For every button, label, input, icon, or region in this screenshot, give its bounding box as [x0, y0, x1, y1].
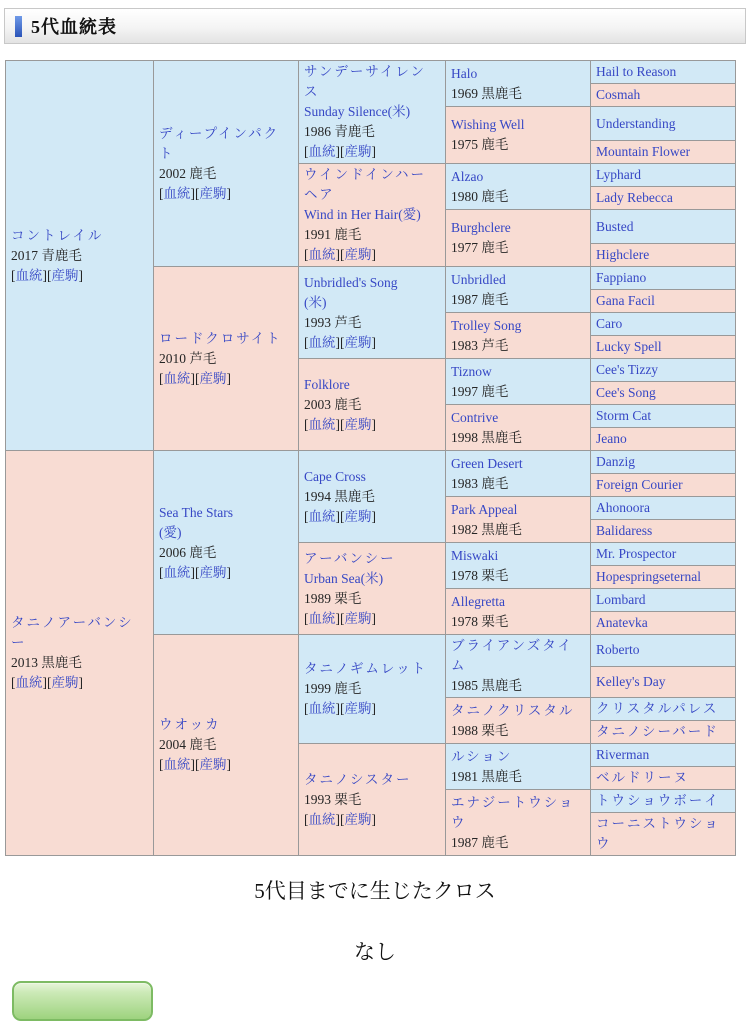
horse-cell: [446, 543, 591, 589]
horse-name-link[interactable]: ウオッカ: [159, 717, 221, 732]
horse-name-link[interactable]: Ahonoora: [596, 500, 650, 515]
horse-cell: [591, 589, 736, 612]
horse-cell: [591, 543, 736, 566]
horse-cell: [446, 635, 591, 698]
horse-info: 1981 黒鹿毛: [451, 768, 522, 784]
horse-detail-links: [血統][産駒]: [304, 416, 376, 432]
horse-cell: [591, 164, 736, 187]
horse-name-link[interactable]: Unbridled: [451, 271, 506, 287]
offspring-link[interactable]: 産駒: [344, 247, 372, 262]
horse-name-link[interactable]: Understanding: [596, 115, 676, 131]
horse-cell: [591, 107, 736, 141]
horse-cell: [591, 313, 736, 336]
offspring-link[interactable]: 産駒: [344, 508, 372, 524]
horse-cell: [299, 744, 446, 856]
horse-cell: [446, 451, 591, 497]
horse-cell: [591, 451, 736, 474]
offspring-link[interactable]: 産駒: [199, 564, 227, 580]
horse-info: 1987 鹿毛: [451, 834, 509, 850]
horse-cell: [446, 698, 591, 744]
horse-cell: [591, 290, 736, 313]
bloodline-link[interactable]: 血統: [15, 267, 43, 283]
offspring-link[interactable]: 産駒: [51, 267, 79, 283]
horse-cell: [591, 141, 736, 164]
horse-info: 1998 黒鹿毛: [451, 429, 522, 445]
horse-cell: [591, 813, 736, 856]
horse-cell: [446, 497, 591, 543]
horse-detail-links: [血統][産駒]: [304, 334, 376, 350]
offspring-link[interactable]: 産駒: [344, 610, 372, 626]
horse-info: 1997 鹿毛: [451, 383, 509, 399]
bloodline-link[interactable]: 血統: [308, 334, 336, 350]
horse-cell: [591, 666, 736, 698]
horse-name-link[interactable]: Folklore: [304, 376, 350, 392]
more-button[interactable]: [12, 981, 153, 1021]
horse-detail-links: [血統][産駒]: [304, 701, 376, 716]
horse-info: 1986 青鹿毛: [304, 124, 375, 139]
horse-detail-links: [血統][産駒]: [11, 267, 83, 283]
horse-name-link[interactable]: Allegretta: [451, 593, 505, 609]
horse-cell: [591, 187, 736, 210]
horse-name-link[interactable]: Halo: [451, 65, 478, 81]
horse-cell: [154, 61, 299, 267]
horse-info: 1977 鹿毛: [451, 240, 509, 255]
header-accent-bar: [15, 16, 22, 37]
cross-section-title: 5代目までに生じたクロス: [254, 879, 496, 903]
horse-name-link[interactable]: エナジートウショウ: [451, 794, 575, 830]
horse-cell: [591, 612, 736, 635]
horse-info: 1994 黒鹿毛: [304, 488, 375, 504]
horse-name-link[interactable]: ベルドリーヌ: [596, 770, 689, 785]
horse-name-link[interactable]: Hopespringseternal: [596, 569, 701, 584]
horse-cell: [591, 267, 736, 290]
cross-section-value: なし: [354, 940, 396, 964]
horse-name-link[interactable]: コントレイル: [11, 227, 104, 243]
horse-info: 2006 鹿毛: [159, 544, 217, 560]
horse-name-link[interactable]: Park Appeal: [451, 501, 518, 517]
horse-name-link[interactable]: Foreign Courier: [596, 477, 683, 492]
offspring-link[interactable]: 産駒: [344, 811, 372, 827]
horse-info: 1975 鹿毛: [451, 137, 509, 152]
horse-info: 1978 栗毛: [451, 613, 509, 629]
horse-info: 1991 鹿毛: [304, 227, 362, 242]
bloodline-link[interactable]: 血統: [163, 757, 191, 772]
section-header: [4, 8, 746, 44]
horse-cell: [591, 497, 736, 520]
horse-name-link[interactable]: Cee's Song: [596, 385, 656, 400]
horse-cell: [591, 359, 736, 382]
pedigree-row: [6, 61, 736, 84]
horse-cell: [591, 336, 736, 359]
horse-info: 1983 芦毛: [451, 337, 509, 353]
horse-cell: [446, 313, 591, 359]
horse-name-link[interactable]: Tiznow: [451, 363, 492, 379]
offspring-link[interactable]: 産駒: [344, 334, 372, 350]
bloodline-link[interactable]: 血統: [163, 564, 191, 580]
horse-info: 1985 黒鹿毛: [451, 678, 522, 693]
horse-cell: [591, 244, 736, 267]
bloodline-link[interactable]: 血統: [308, 416, 336, 432]
bloodline-link[interactable]: 血統: [308, 144, 336, 159]
horse-cell: [591, 698, 736, 721]
horse-name-link[interactable]: Cee's Tizzy: [596, 362, 659, 377]
horse-cell: [446, 210, 591, 267]
horse-name-link[interactable]: Sea The Stars: [159, 504, 233, 520]
horse-cell: [591, 767, 736, 790]
horse-detail-links: [血統][産駒]: [304, 811, 376, 827]
horse-cell: [446, 267, 591, 313]
horse-info: 2002 鹿毛: [159, 165, 217, 181]
horse-detail-links: [血統][産駒]: [159, 564, 231, 580]
horse-cell: [299, 451, 446, 543]
horse-info: 1987 鹿毛: [451, 291, 509, 307]
horse-name-link[interactable]: Lyphard: [596, 167, 641, 182]
horse-info: 1983 鹿毛: [451, 475, 509, 491]
horse-name-link[interactable]: ロードクロサイト: [159, 330, 282, 346]
horse-name-link[interactable]: タニノシスター: [304, 771, 412, 787]
offspring-link[interactable]: 産駒: [199, 185, 227, 201]
horse-name-link[interactable]: Unbridled's Song: [304, 274, 398, 290]
horse-name-link[interactable]: (米): [304, 294, 327, 310]
horse-cell: [591, 210, 736, 244]
horse-name-link[interactable]: タニノシーバード: [596, 724, 719, 739]
horse-name-link[interactable]: Busted: [596, 218, 634, 234]
horse-info: 1993 芦毛: [304, 314, 362, 330]
horse-cell: [446, 359, 591, 405]
horse-name-link[interactable]: Contrive: [451, 409, 499, 425]
horse-detail-links: [血統][産駒]: [159, 757, 231, 772]
horse-name-link[interactable]: Gana Facil: [596, 293, 655, 308]
horse-name-link[interactable]: ディープインパクト: [159, 125, 280, 161]
horse-name-link[interactable]: Lucky Spell: [596, 339, 662, 354]
horse-cell: [591, 520, 736, 543]
horse-name-link[interactable]: タニノギムレット: [304, 661, 428, 676]
bloodline-link[interactable]: 血統: [308, 610, 336, 626]
horse-cell: [591, 566, 736, 589]
horse-name-link[interactable]: ルション: [451, 748, 513, 764]
horse-detail-links: [血統][産駒]: [304, 144, 376, 159]
horse-cell: [591, 744, 736, 767]
horse-info: 1982 黒鹿毛: [451, 521, 522, 537]
page-title: 5代血統表: [31, 17, 117, 37]
horse-detail-links: [血統][産駒]: [304, 610, 376, 626]
horse-name-link[interactable]: Alzao: [451, 168, 484, 184]
horse-cell: [591, 635, 736, 667]
horse-name-link[interactable]: Green Desert: [451, 455, 523, 471]
horse-name-link[interactable]: アーバンシー: [304, 550, 396, 566]
horse-detail-links: [血統][産駒]: [304, 247, 376, 262]
horse-info: 1978 栗毛: [451, 567, 509, 583]
horse-name-link[interactable]: Balidaress: [596, 523, 653, 538]
horse-name-link[interactable]: タニノクリスタル: [451, 702, 575, 718]
horse-name-link[interactable]: Wishing Well: [451, 117, 525, 132]
horse-name-link[interactable]: Cape Cross: [304, 468, 366, 484]
bloodline-link[interactable]: 血統: [308, 508, 336, 524]
horse-cell: [6, 451, 154, 856]
horse-info: 1980 鹿毛: [451, 188, 509, 204]
horse-name-link[interactable]: クリスタルパレス: [596, 701, 719, 716]
horse-detail-links: [血統][産駒]: [159, 185, 231, 201]
horse-name-link[interactable]: Danzig: [596, 454, 635, 469]
horse-info: 2004 鹿毛: [159, 737, 217, 752]
horse-name-link[interactable]: Kelley's Day: [596, 673, 666, 689]
horse-name-link[interactable]: Burghclere: [451, 220, 511, 235]
horse-cell: [591, 84, 736, 107]
horse-info: 1988 栗毛: [451, 722, 509, 738]
horse-cell: [446, 790, 591, 856]
horse-cell: [591, 382, 736, 405]
pedigree-table: [5, 60, 736, 856]
offspring-link[interactable]: 産駒: [344, 144, 372, 159]
horse-detail-links: [血統][産駒]: [304, 508, 376, 524]
horse-cell: [446, 107, 591, 164]
horse-cell: [299, 543, 446, 635]
offspring-link[interactable]: 産駒: [51, 675, 79, 690]
horse-name-link[interactable]: Miswaki: [451, 547, 499, 563]
offspring-link[interactable]: 産駒: [199, 757, 227, 772]
horse-cell: [299, 635, 446, 744]
horse-cell: [299, 61, 446, 164]
horse-name-link[interactable]: ブライアンズタイム: [451, 638, 573, 673]
horse-cell: [591, 790, 736, 813]
horse-cell: [446, 164, 591, 210]
bloodline-link[interactable]: 血統: [15, 675, 43, 690]
horse-cell: [6, 61, 154, 451]
horse-info: 2013 黒鹿毛: [11, 655, 82, 670]
horse-name-link[interactable]: サンデーサイレンス: [304, 64, 427, 99]
horse-cell: [154, 451, 299, 635]
horse-cell: [154, 635, 299, 856]
horse-info: 2017 青鹿毛: [11, 247, 82, 263]
horse-cell: [446, 405, 591, 451]
horse-name-link[interactable]: (愛): [159, 524, 182, 540]
horse-info: 1969 黒鹿毛: [451, 85, 522, 101]
horse-info: 2010 芦毛: [159, 350, 217, 366]
horse-name-link[interactable]: Urban Sea(米): [304, 570, 384, 586]
horse-cell: [299, 164, 446, 267]
bloodline-link[interactable]: 血統: [308, 811, 336, 827]
horse-name-link[interactable]: Wind in Her Hair(愛): [304, 207, 421, 222]
bloodline-link[interactable]: 血統: [308, 701, 336, 716]
horse-name-link[interactable]: Anatevka: [596, 615, 648, 630]
horse-cell: [154, 267, 299, 451]
horse-name-link[interactable]: コーニストウショウ: [596, 816, 720, 851]
horse-name-link[interactable]: Lady Rebecca: [596, 190, 673, 205]
horse-name-link[interactable]: Mr. Prospector: [596, 546, 677, 561]
horse-cell: [299, 267, 446, 359]
horse-name-link[interactable]: Fappiano: [596, 270, 647, 285]
pedigree-table-body: [6, 61, 736, 856]
horse-name-link[interactable]: Mountain Flower: [596, 144, 691, 159]
horse-info: 1999 鹿毛: [304, 681, 362, 696]
horse-name-link[interactable]: Roberto: [596, 642, 640, 658]
horse-cell: [591, 474, 736, 497]
horse-detail-links: [血統][産駒]: [159, 370, 231, 386]
horse-name-link[interactable]: トウショウボーイ: [596, 793, 720, 808]
horse-name-link[interactable]: Lombard: [596, 592, 646, 607]
horse-cell: [591, 61, 736, 84]
horse-cell: [446, 61, 591, 107]
horse-name-link[interactable]: Caro: [596, 316, 623, 331]
pedigree-row: [6, 451, 736, 474]
horse-cell: [591, 428, 736, 451]
horse-cell: [299, 359, 446, 451]
horse-name-link[interactable]: Riverman: [596, 747, 650, 762]
bloodline-link[interactable]: 血統: [308, 247, 336, 262]
horse-name-link[interactable]: Sunday Silence(米): [304, 104, 411, 119]
bloodline-link[interactable]: 血統: [163, 370, 191, 386]
horse-name-link[interactable]: Highclere: [596, 247, 650, 262]
horse-name-link[interactable]: ウインドインハーヘア: [304, 167, 426, 202]
bloodline-link[interactable]: 血統: [163, 185, 191, 201]
horse-cell: [591, 721, 736, 744]
horse-detail-links: [血統][産駒]: [11, 675, 83, 690]
horse-name-link[interactable]: タニノアーバンシー: [11, 615, 134, 650]
offspring-link[interactable]: 産駒: [199, 370, 227, 386]
horse-cell: [446, 744, 591, 790]
horse-name-link[interactable]: Jeano: [596, 431, 627, 446]
horse-info: 1993 栗毛: [304, 791, 362, 807]
horse-cell: [446, 589, 591, 635]
horse-name-link[interactable]: Storm Cat: [596, 408, 652, 423]
horse-name-link[interactable]: Hail to Reason: [596, 64, 677, 79]
offspring-link[interactable]: 産駒: [344, 416, 372, 432]
horse-name-link[interactable]: Trolley Song: [451, 317, 522, 333]
horse-info: 1989 栗毛: [304, 590, 362, 606]
horse-cell: [591, 405, 736, 428]
horse-info: 2003 鹿毛: [304, 396, 362, 412]
offspring-link[interactable]: 産駒: [344, 701, 372, 716]
horse-name-link[interactable]: Cosmah: [596, 87, 641, 102]
